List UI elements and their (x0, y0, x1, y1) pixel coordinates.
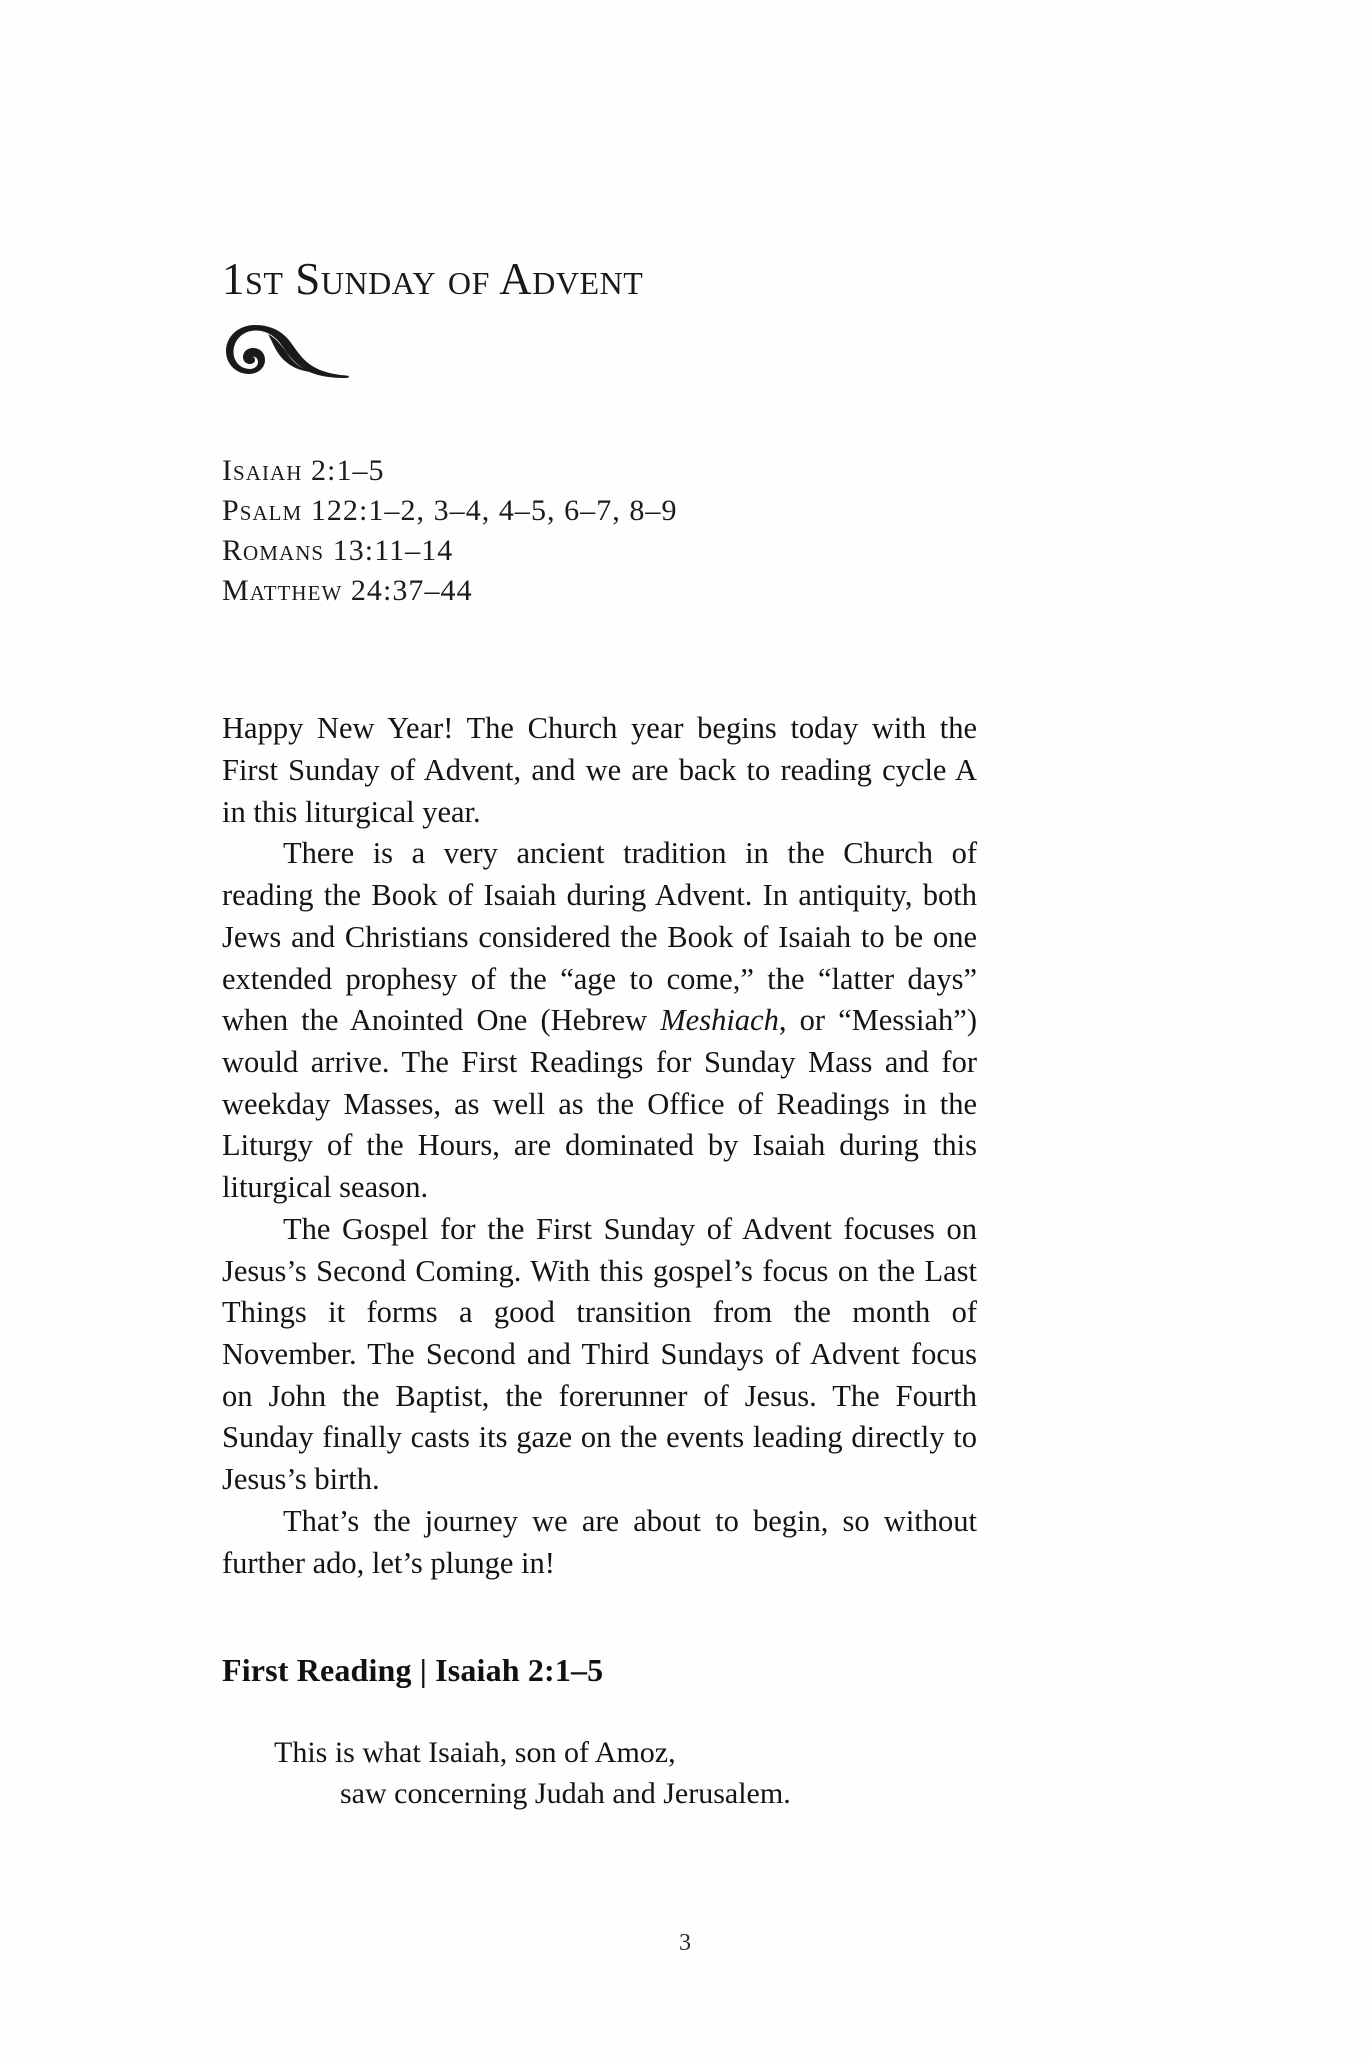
italic-term: Meshiach (660, 1003, 779, 1038)
paragraph: The Gospel for the First Sunday of Advent focuses on Jesus’s Second Coming. With this gospel’s focus on the Last Things it forms a good transition from the month of November. The Second and Third Sundays of Advent focus on John the Baptist, the forerunner of Jesus. The Fourth Sunday finally casts its gaze on the events leading directly to Jesus’s birth. (222, 1211, 977, 1497)
scripture-quote (222, 1733, 977, 1815)
paragraph-tail: , or “Messiah”) would arrive. The First Readings for Sunday Mass and for weekday Masses, as well as the Office of Readings in the Liturgy of the Hours, are dominated by Isaiah during this liturgical season. (222, 1003, 977, 1205)
paragraph (222, 833, 977, 1208)
body-text (222, 708, 977, 1584)
fleuron-leaf-ornament (222, 317, 977, 379)
citation-line: Psalm 122:1–2, 3–4, 4–5, 6–7, 8–9 (222, 493, 678, 527)
section-heading: First Reading | Isaiah 2:1–5 (222, 1652, 604, 1689)
paragraph: Happy New Year! The Church year begins today with the First Sunday of Advent, and we are back to reading cycle A in this liturgical year. (222, 711, 977, 829)
citation-line: Isaiah 2:1–5 (222, 453, 385, 487)
scripture-line: This is what Isaiah, son of Amoz, (274, 1736, 676, 1770)
page-number: 3 (679, 1930, 691, 1956)
citation-line: Matthew 24:37–44 (222, 574, 473, 608)
citation-list (222, 451, 977, 612)
scripture-line: saw concerning Judah and Jerusalem. (340, 1777, 791, 1811)
page-title: 1st Sunday of Advent (222, 254, 644, 304)
paragraph-lead: There is a very ancient tradition in the Church of reading the Book of Isaiah during Advent. In antiquity, both Jews and Christians considered the Book of Isaiah to be one extended prophesy of the “age to come,” the “latter days” when the Anointed One (Hebrew (222, 836, 977, 1038)
paragraph: That’s the journey we are about to begin, so without further ado, let’s plunge in! (222, 1503, 977, 1580)
page-content (222, 255, 977, 1815)
citation-line: Romans 13:11–14 (222, 533, 454, 567)
